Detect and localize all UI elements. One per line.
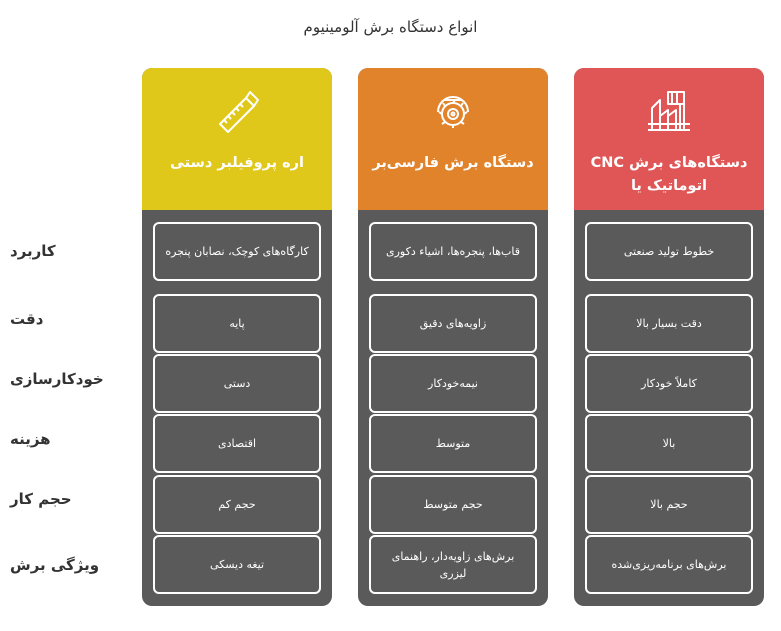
- cell-circular-cost: متوسط: [369, 414, 537, 473]
- cell-manual-cost: اقتصادی: [153, 414, 321, 473]
- column-header-circular: [358, 68, 548, 210]
- row-label-volume: حجم کار: [10, 490, 72, 508]
- cell-circular-usage: قاب‌ها، پنجره‌ها، اشیاء دکوری: [369, 222, 537, 281]
- cell-manual-volume: حجم کم: [153, 475, 321, 534]
- page-title: انواع دستگاه برش آلومینیوم: [303, 18, 478, 36]
- cell-cnc-cost: بالا: [585, 414, 753, 473]
- column-heading: دستگاه برش فارسی‌بر: [372, 155, 534, 171]
- cell-manual-feature: تیغه دیسکی: [153, 535, 321, 594]
- column-heading: اره پروفیلبر دستی: [169, 155, 304, 171]
- cell-manual-automation: دستی: [153, 354, 321, 413]
- column-header-manual: [142, 68, 332, 210]
- row-label-precision: دقت: [10, 310, 44, 328]
- factory-icon: [644, 86, 694, 136]
- cell-circular-feature: برش‌های زاویه‌دار، راهنمای لیزری: [369, 535, 537, 594]
- cell-manual-usage: کارگاه‌های کوچک، نصابان پنجره: [153, 222, 321, 281]
- column-cnc: [574, 68, 764, 606]
- cell-circular-volume: حجم متوسط: [369, 475, 537, 534]
- column-circular: [358, 68, 548, 606]
- hand-saw-icon: [212, 86, 262, 136]
- cell-cnc-automation: کاملاً خودکار: [585, 354, 753, 413]
- cell-circular-precision: زاویه‌های دقیق: [369, 294, 537, 353]
- cell-cnc-usage: خطوط تولید صنعتی: [585, 222, 753, 281]
- column-manual: [142, 68, 332, 606]
- row-label-cost: هزینه: [10, 430, 51, 448]
- circular-saw-icon: [428, 86, 478, 136]
- cell-manual-precision: پایه: [153, 294, 321, 353]
- cell-cnc-feature: برش‌های برنامه‌ریزی‌شده: [585, 535, 753, 594]
- row-label-automation: خودکارسازی: [10, 370, 104, 388]
- column-header-cnc: [574, 68, 764, 210]
- column-heading: دستگاه‌های برش CNC اتوماتیک یا: [590, 155, 748, 194]
- cell-cnc-volume: حجم بالا: [585, 475, 753, 534]
- row-label-feature: ویژگی برش: [10, 556, 100, 574]
- cell-cnc-precision: دقت بسیار بالا: [585, 294, 753, 353]
- cell-circular-automation: نیمه‌خودکار: [369, 354, 537, 413]
- row-label-usage: کاربرد: [10, 242, 56, 260]
